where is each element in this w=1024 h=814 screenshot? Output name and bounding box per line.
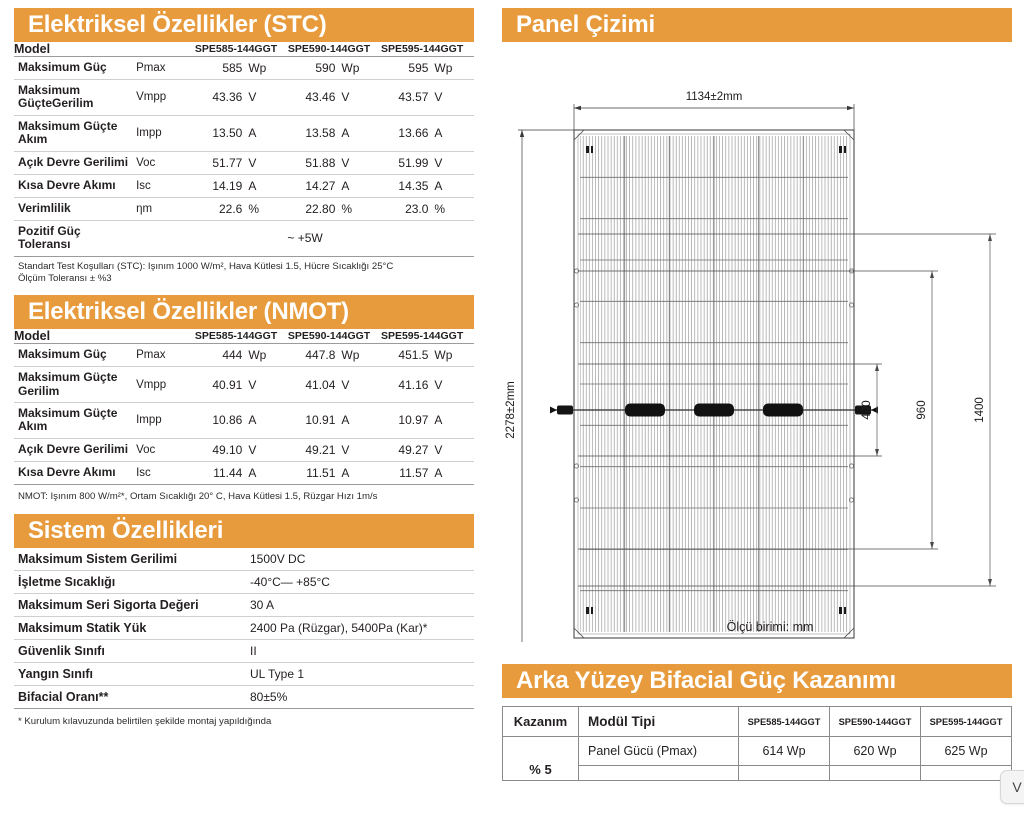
column-header-model-3: SPE595-144GGT [921, 707, 1012, 737]
row-symbol: Pmax [136, 344, 195, 367]
junction-box [763, 404, 803, 417]
cell-value: 43.36 [195, 80, 248, 116]
row-label: Maksimum Güç [14, 344, 136, 367]
cell-value: 13.50 [195, 115, 248, 151]
table-row [14, 57, 474, 80]
footnote-system: * Kurulum kılavuzunda belirtilen şekilde montaj yapıldığında [18, 716, 272, 728]
row-value: -40°C— +85°C [250, 571, 474, 594]
table-row [14, 403, 474, 439]
column-header-gain: Kazanım [503, 707, 579, 737]
column-header-model-3: SPE595-144GGT [381, 329, 474, 344]
table-row [14, 617, 474, 640]
table-row [14, 663, 474, 686]
cell-unit: V [434, 80, 474, 116]
cell-value: 49.21 [288, 438, 341, 461]
cell-unit: A [434, 461, 474, 484]
row-label: Maksimum Güçte Akım [14, 403, 136, 439]
row-label: Verimlilik [14, 197, 136, 220]
left-column [14, 8, 474, 728]
cell-value: 22.6 [195, 197, 248, 220]
table-row [14, 686, 474, 709]
table-row [14, 594, 474, 617]
cell-unit: A [248, 403, 288, 439]
row-value: UL Type 1 [250, 663, 474, 686]
cell-value: 590 [288, 57, 341, 80]
table-nmot [14, 329, 474, 485]
dimension-960-label: 960 [916, 400, 928, 420]
table-row [14, 80, 474, 116]
row-label: Kısa Devre Akımı [14, 174, 136, 197]
row-symbol: Impp [136, 403, 195, 439]
footnote-nmot: NMOT: Işınım 800 W/m²*, Ortam Sıcaklığı 20° C, Hava Kütlesi 1.5, Rüzgar Hızı 1m/s [18, 490, 378, 502]
row-key: İşletme Sıcaklığı [14, 571, 250, 594]
cell-value: 51.99 [381, 151, 434, 174]
table-bifacial [502, 706, 1012, 781]
column-header-model: Model [14, 42, 195, 57]
cell-unit: A [248, 174, 288, 197]
dimension-height [518, 130, 576, 642]
cell-value: 43.46 [288, 80, 341, 116]
cell-value: 447.8 [288, 344, 341, 367]
edge-floating-button-label: V [1012, 779, 1022, 795]
cell-unit: Wp [248, 344, 288, 367]
cell-value: 451.5 [381, 344, 434, 367]
cell-value: 11.44 [195, 461, 248, 484]
section-header-nmot [14, 295, 474, 329]
column-header-module-type: Modül Tipi [579, 707, 739, 737]
row-value: 2400 Pa (Rüzgar), 5400Pa (Kar)* [250, 617, 474, 640]
table-row-header [503, 707, 1012, 737]
row-key: Güvenlik Sınıfı [14, 640, 250, 663]
table-row [14, 548, 474, 571]
cell-unit: Wp [248, 57, 288, 80]
cell-value: 22.80 [288, 197, 341, 220]
section-title-nmot: Elektriksel Özellikler (NMOT) [28, 298, 349, 326]
row-label: Maksimum Güç [14, 57, 136, 80]
row-symbol: Voc [136, 438, 195, 461]
table-system [14, 548, 474, 709]
table-body-nmot [14, 344, 474, 485]
table-row [14, 174, 474, 197]
panel-drawing-svg [502, 42, 1012, 642]
cell-unit: A [341, 115, 381, 151]
row-key: Maksimum Seri Sigorta Değeri [14, 594, 250, 617]
junction-box [625, 404, 665, 417]
cell-unit: % [248, 197, 288, 220]
cell-unit: A [341, 174, 381, 197]
column-header-model-1: SPE585-144GGT [195, 42, 288, 57]
cell-value: 41.04 [288, 367, 341, 403]
cell-value [830, 766, 921, 781]
dimension-400-label: 400 [861, 400, 873, 420]
cell-value: 585 [195, 57, 248, 80]
section-header-system [14, 514, 474, 548]
cell-value: 10.86 [195, 403, 248, 439]
column-header-model-3: SPE595-144GGT [381, 42, 474, 57]
table-body-bifacial [503, 737, 1012, 781]
row-key: Maksimum Sistem Gerilimi [14, 548, 250, 571]
row-key: Yangın Sınıfı [14, 663, 250, 686]
row-label: Kısa Devre Akımı [14, 461, 136, 484]
row-symbol: Pmax [136, 57, 195, 80]
cell-value: 13.66 [381, 115, 434, 151]
unit-note [502, 620, 1012, 634]
table-body-system [14, 548, 474, 709]
cell-value: 11.57 [381, 461, 434, 484]
row-key: Bifacial Oranı** [14, 686, 250, 709]
table-row [14, 220, 474, 256]
table-row [14, 197, 474, 220]
row-label: Pozitif Güç Toleransı [14, 220, 136, 256]
row-value: 1500V DC [250, 548, 474, 571]
edge-floating-button[interactable] [1000, 770, 1024, 804]
table-row [503, 737, 1012, 766]
row-symbol: Voc [136, 151, 195, 174]
table-row-header [14, 329, 474, 344]
row-value: 30 A [250, 594, 474, 617]
cell-unit: A [248, 115, 288, 151]
cell-unit: % [341, 197, 381, 220]
table-row [14, 115, 474, 151]
column-header-model-2: SPE590-144GGT [288, 329, 381, 344]
cell-value: 41.16 [381, 367, 434, 403]
unit-note-label: Ölçü birimi: mm [726, 620, 814, 634]
cell-value: 51.88 [288, 151, 341, 174]
cell-value: 23.0 [381, 197, 434, 220]
table-row [14, 461, 474, 484]
table-row [14, 438, 474, 461]
section-title-bifacial: Arka Yüzey Bifacial Güç Kazanımı [516, 667, 896, 694]
dimension-width-label: 1134±2mm [685, 91, 743, 103]
row-symbol: Vmpp [136, 80, 195, 116]
section-header-bifacial [502, 664, 1012, 698]
footnote-stc [14, 257, 474, 286]
cell-value: 49.27 [381, 438, 434, 461]
table-row [503, 766, 1012, 781]
section-header-drawing [502, 8, 1012, 42]
cell-unit: % [434, 197, 474, 220]
dimension-width [574, 104, 854, 132]
cell-module-type: Panel Gücü (Pmax) [579, 737, 739, 766]
cell-value: 10.97 [381, 403, 434, 439]
junction-box [694, 404, 734, 417]
cell-unit: A [248, 461, 288, 484]
cell-unit: Wp [434, 344, 474, 367]
column-header-model-1: SPE585-144GGT [739, 707, 830, 737]
cell-unit: V [434, 367, 474, 403]
cell-unit: V [248, 80, 288, 116]
cell-unit: A [434, 115, 474, 151]
section-header-stc [14, 8, 474, 42]
row-label: Maksimum Güçte Akım [14, 115, 136, 151]
row-label: Maksimum Güçte Gerilim [14, 367, 136, 403]
cell-value: 625 Wp [921, 737, 1012, 766]
panel-drawing [502, 42, 1012, 660]
row-label: Açık Devre Gerilimi [14, 151, 136, 174]
footnote-line: Standart Test Koşulları (STC): Işınım 1000 W/m², Hava Kütlesi 1.5, Hücre Sıcaklığı 25°C [18, 260, 394, 272]
cell-unit: V [341, 438, 381, 461]
cell-value: 14.35 [381, 174, 434, 197]
table-row [14, 640, 474, 663]
cell-unit: A [341, 403, 381, 439]
cell-unit: V [434, 438, 474, 461]
row-label: Açık Devre Gerilimi [14, 438, 136, 461]
cell-value: 444 [195, 344, 248, 367]
column-header-model: Model [14, 329, 195, 344]
cell-unit: V [341, 151, 381, 174]
table-stc [14, 42, 474, 257]
cell-unit: V [248, 151, 288, 174]
table-row [14, 151, 474, 174]
row-value: 80±5% [250, 686, 474, 709]
cell-value: 14.19 [195, 174, 248, 197]
cell-value: 13.58 [288, 115, 341, 151]
section-title-drawing: Panel Çizimi [516, 11, 655, 38]
row-symbol: Vmpp [136, 367, 195, 403]
cell-value: 10.91 [288, 403, 341, 439]
section-title-stc: Elektriksel Özellikler (STC) [28, 11, 327, 38]
cell-value: 614 Wp [739, 737, 830, 766]
row-symbol: Impp [136, 115, 195, 151]
footnote-line: Ölçüm Toleransı ± %3 [18, 272, 112, 284]
cell-value: 43.57 [381, 80, 434, 116]
cell-value: 11.51 [288, 461, 341, 484]
cell-gain-value: % 5 [503, 737, 579, 781]
dimension-height-label: 2278±2mm [505, 381, 517, 439]
row-label: Maksimum GüçteGerilim [14, 80, 136, 116]
cell-value [921, 766, 1012, 781]
cell-value: 40.91 [195, 367, 248, 403]
cell-value [739, 766, 830, 781]
column-header-model-2: SPE590-144GGT [288, 42, 381, 57]
cell-unit: A [434, 403, 474, 439]
connector-left [550, 406, 573, 415]
cell-value: 620 Wp [830, 737, 921, 766]
cell-unit: A [341, 461, 381, 484]
section-title-system: Sistem Özellikleri [28, 517, 224, 545]
cell-unit: A [434, 174, 474, 197]
cell-unit: Wp [341, 344, 381, 367]
cell-unit: Wp [434, 57, 474, 80]
cell-value: 14.27 [288, 174, 341, 197]
cell-value: 49.10 [195, 438, 248, 461]
cell-value: 51.77 [195, 151, 248, 174]
cell-value-span: ~ +5W [136, 220, 474, 256]
row-value: II [250, 640, 474, 663]
cell-unit: V [248, 438, 288, 461]
table-row [14, 571, 474, 594]
row-symbol: Isc [136, 174, 195, 197]
dimension-1400-label: 1400 [974, 397, 986, 423]
cell-module-type [579, 766, 739, 781]
column-header-model-1: SPE585-144GGT [195, 329, 288, 344]
table-row-header [14, 42, 474, 57]
column-header-model-2: SPE590-144GGT [830, 707, 921, 737]
cell-unit: Wp [341, 57, 381, 80]
right-column [502, 8, 1012, 781]
cell-unit: V [341, 80, 381, 116]
row-symbol: Isc [136, 461, 195, 484]
table-row [14, 344, 474, 367]
table-row [14, 367, 474, 403]
table-body-stc [14, 57, 474, 257]
cell-unit: V [434, 151, 474, 174]
row-key: Maksimum Statik Yük [14, 617, 250, 640]
row-symbol: ηm [136, 197, 195, 220]
cell-unit: V [341, 367, 381, 403]
cell-unit: V [248, 367, 288, 403]
cell-value: 595 [381, 57, 434, 80]
